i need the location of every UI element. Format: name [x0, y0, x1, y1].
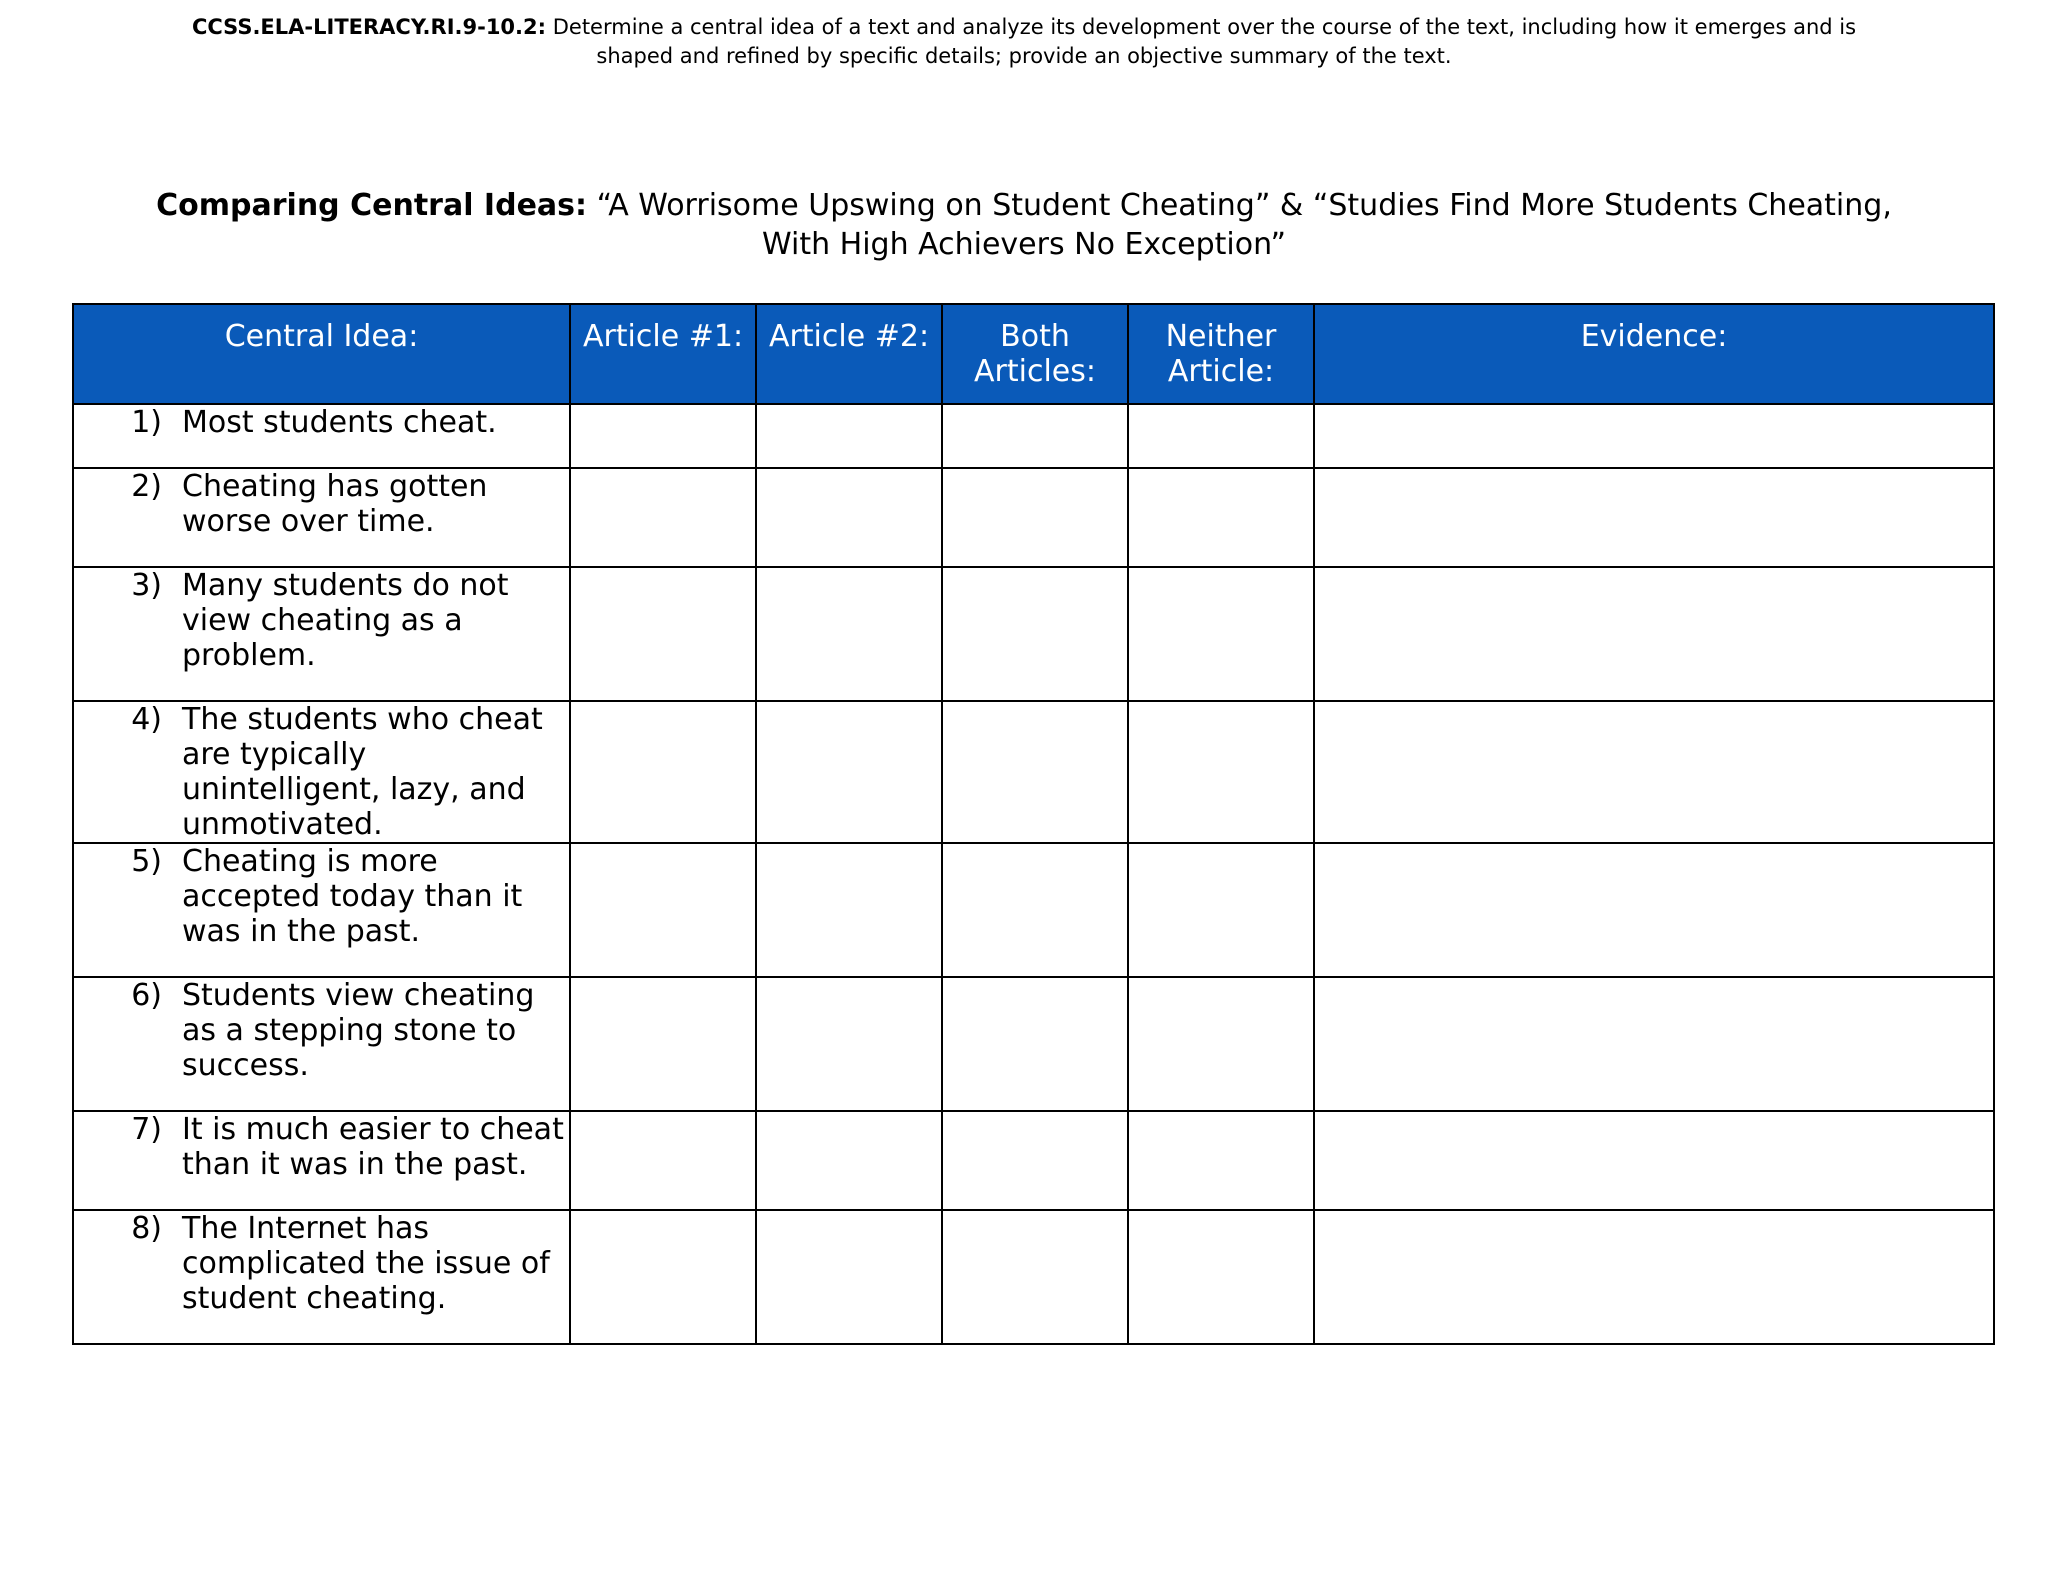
neither-article-cell[interactable] — [1128, 1210, 1314, 1344]
table-row — [73, 1210, 1994, 1344]
article-1-cell[interactable] — [570, 843, 756, 977]
article-2-cell[interactable] — [756, 567, 942, 701]
central-idea-cell — [73, 404, 570, 468]
idea-number: 5) — [131, 844, 162, 879]
central-idea-cell — [73, 1111, 570, 1210]
page-title — [120, 186, 1928, 264]
both-articles-cell[interactable] — [942, 701, 1128, 843]
table-row — [73, 701, 1994, 843]
table-row — [73, 404, 1994, 468]
central-idea-cell — [73, 1210, 570, 1344]
neither-article-cell[interactable] — [1128, 468, 1314, 567]
table-row — [73, 468, 1994, 567]
evidence-cell[interactable] — [1314, 404, 1994, 468]
header-both-articles: Both Articles: — [942, 304, 1128, 404]
both-articles-cell[interactable] — [942, 404, 1128, 468]
article-2-cell[interactable] — [756, 843, 942, 977]
evidence-cell[interactable] — [1314, 567, 1994, 701]
idea-number: 8) — [131, 1211, 162, 1246]
standard-statement — [160, 13, 1888, 71]
evidence-cell[interactable] — [1314, 701, 1994, 843]
neither-article-cell[interactable] — [1128, 701, 1314, 843]
article-1-cell[interactable] — [570, 1111, 756, 1210]
article-1-cell[interactable] — [570, 567, 756, 701]
table-row — [73, 1111, 1994, 1210]
evidence-cell[interactable] — [1314, 977, 1994, 1111]
evidence-cell[interactable] — [1314, 1111, 1994, 1210]
idea-text: The students who cheat are typically unintelligent, lazy, and unmotivated. — [182, 702, 543, 842]
neither-article-cell[interactable] — [1128, 404, 1314, 468]
idea-text: Students view cheating as a stepping stone to success. — [182, 978, 535, 1083]
evidence-cell[interactable] — [1314, 1210, 1994, 1344]
idea-number: 4) — [131, 702, 162, 737]
neither-article-cell[interactable] — [1128, 843, 1314, 977]
neither-article-cell[interactable] — [1128, 977, 1314, 1111]
header-article-2: Article #2: — [756, 304, 942, 404]
article-2-cell[interactable] — [756, 468, 942, 567]
idea-number: 7) — [131, 1112, 162, 1147]
central-idea-cell — [73, 567, 570, 701]
evidence-cell[interactable] — [1314, 843, 1994, 977]
both-articles-cell[interactable] — [942, 1111, 1128, 1210]
neither-article-cell[interactable] — [1128, 567, 1314, 701]
article-1-cell[interactable] — [570, 404, 756, 468]
comparison-table — [72, 303, 1995, 1345]
standard-text: Determine a central idea of a text and analyze its development over the course of the text, including how it emerges and is shaped and refined by specific details; provide an objective summary of the text. — [552, 15, 1857, 68]
both-articles-cell[interactable] — [942, 843, 1128, 977]
header-evidence: Evidence: — [1314, 304, 1994, 404]
table-row — [73, 843, 1994, 977]
header-neither-article: Neither Article: — [1128, 304, 1314, 404]
article-2-cell[interactable] — [756, 404, 942, 468]
table-row — [73, 567, 1994, 701]
article-2-cell[interactable] — [756, 701, 942, 843]
title-articles: “A Worrisome Upswing on Student Cheating” & “Studies Find More Students Cheating, With High Achievers No Exception” — [596, 188, 1892, 262]
idea-text: The Internet has complicated the issue of student cheating. — [182, 1211, 550, 1316]
article-1-cell[interactable] — [570, 468, 756, 567]
evidence-cell[interactable] — [1314, 468, 1994, 567]
article-2-cell[interactable] — [756, 1210, 942, 1344]
header-article-1: Article #1: — [570, 304, 756, 404]
article-1-cell[interactable] — [570, 1210, 756, 1344]
central-idea-cell — [73, 701, 570, 843]
idea-text: It is much easier to cheat than it was in the past. — [182, 1112, 564, 1182]
idea-text: Cheating has gotten worse over time. — [182, 469, 488, 539]
neither-article-cell[interactable] — [1128, 1111, 1314, 1210]
both-articles-cell[interactable] — [942, 567, 1128, 701]
idea-number: 2) — [131, 469, 162, 504]
idea-number: 3) — [131, 568, 162, 603]
idea-text: Most students cheat. — [182, 405, 497, 440]
idea-text: Many students do not view cheating as a problem. — [182, 568, 509, 673]
both-articles-cell[interactable] — [942, 977, 1128, 1111]
central-idea-cell — [73, 843, 570, 977]
article-2-cell[interactable] — [756, 977, 942, 1111]
central-idea-cell — [73, 977, 570, 1111]
both-articles-cell[interactable] — [942, 1210, 1128, 1344]
idea-number: 6) — [131, 978, 162, 1013]
header-row — [73, 304, 1994, 404]
table-row — [73, 977, 1994, 1111]
central-idea-cell — [73, 468, 570, 567]
title-label: Comparing Central Ideas: — [156, 188, 588, 223]
idea-text: Cheating is more accepted today than it was in the past. — [182, 844, 523, 949]
article-2-cell[interactable] — [756, 1111, 942, 1210]
article-1-cell[interactable] — [570, 701, 756, 843]
article-1-cell[interactable] — [570, 977, 756, 1111]
header-central-idea: Central Idea: — [73, 304, 570, 404]
standard-code: CCSS.ELA-LITERACY.RI.9-10.2: — [191, 15, 547, 39]
idea-number: 1) — [131, 405, 162, 440]
both-articles-cell[interactable] — [942, 468, 1128, 567]
